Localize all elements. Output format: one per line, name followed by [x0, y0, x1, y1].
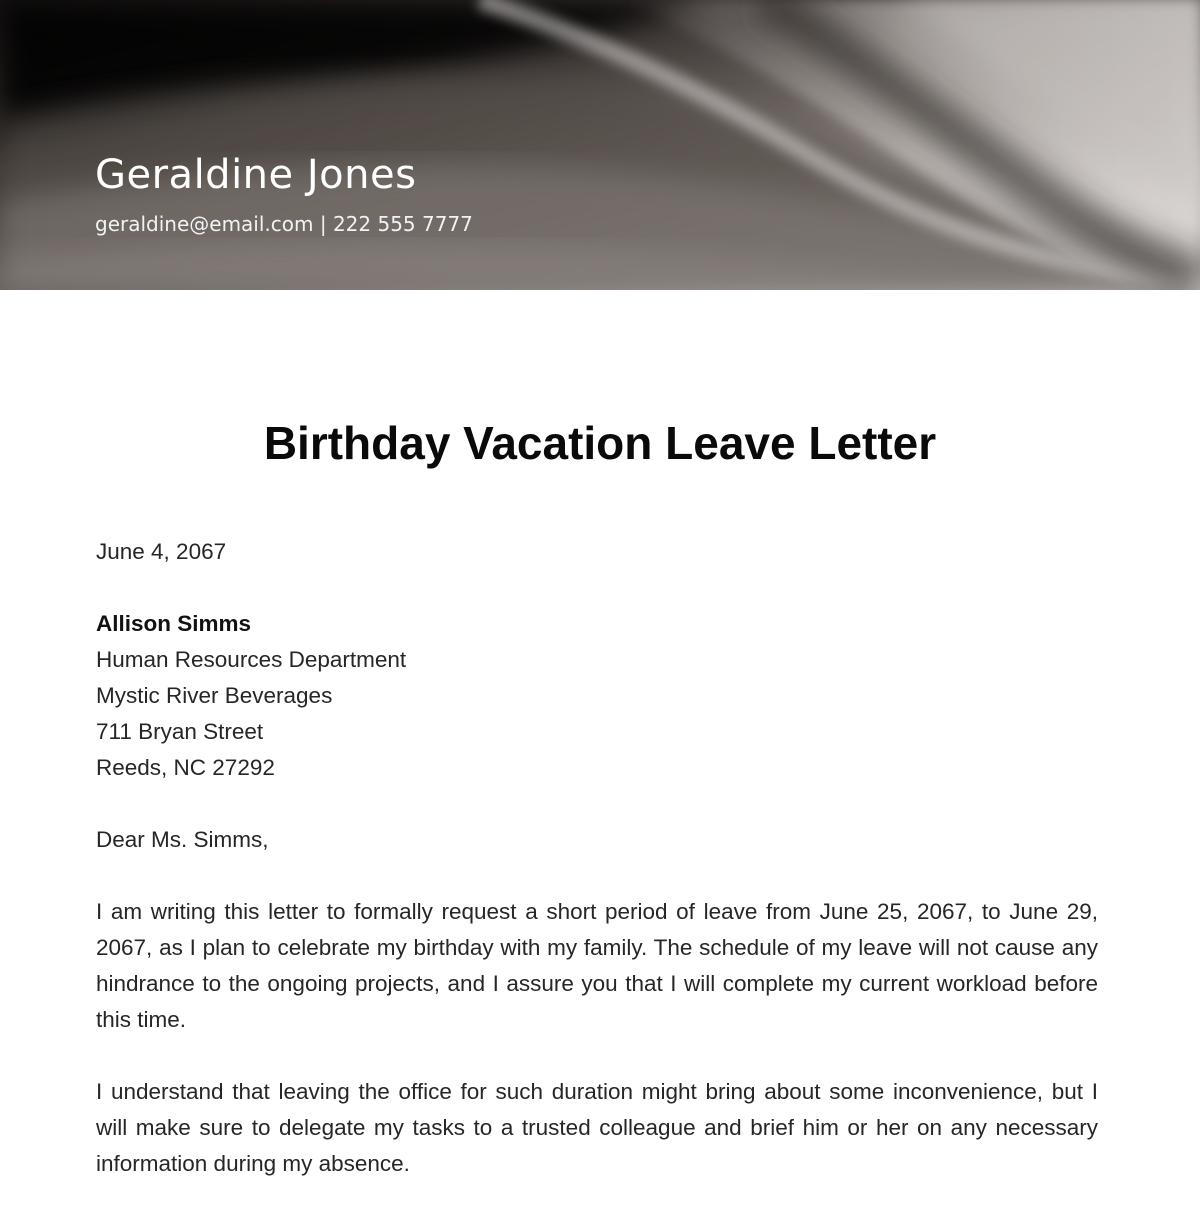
salutation: Dear Ms. Simms,: [96, 827, 269, 852]
recipient-company: Mystic River Beverages: [96, 683, 333, 708]
letter-body: [96, 534, 1098, 1218]
letter-date: June 4, 2067: [96, 539, 227, 564]
silk-background-image: [0, 0, 1200, 290]
header-banner: [0, 0, 1200, 290]
recipient-city: Reeds, NC 27292: [96, 755, 275, 780]
body-paragraph: I understand that leaving the office for such duration might bring about some inconvenience, but I will make sure to delegate my tasks to a trusted colleague and brief him or her on any necessary information during my absence.: [96, 1079, 1098, 1176]
recipient-address: [96, 606, 1098, 786]
recipient-department: Human Resources Department: [96, 647, 407, 672]
letter-title: Birthday Vacation Leave Letter: [263, 417, 937, 469]
sender-contact: geraldine@email.com | 222 555 7777: [95, 212, 473, 236]
recipient-name: Allison Simms: [96, 611, 252, 636]
body-paragraph: I am writing this letter to formally request a short period of leave from June 25, 2067, to June 29, 2067, as I plan to celebrate my birthday with my family. The schedule of my leave will not cause any hindrance to the ongoing projects, and I assure you that I will complete my current workload before this time.: [96, 899, 1098, 1032]
recipient-street: 711 Bryan Street: [96, 719, 264, 744]
sender-name: Geraldine Jones: [95, 152, 417, 198]
